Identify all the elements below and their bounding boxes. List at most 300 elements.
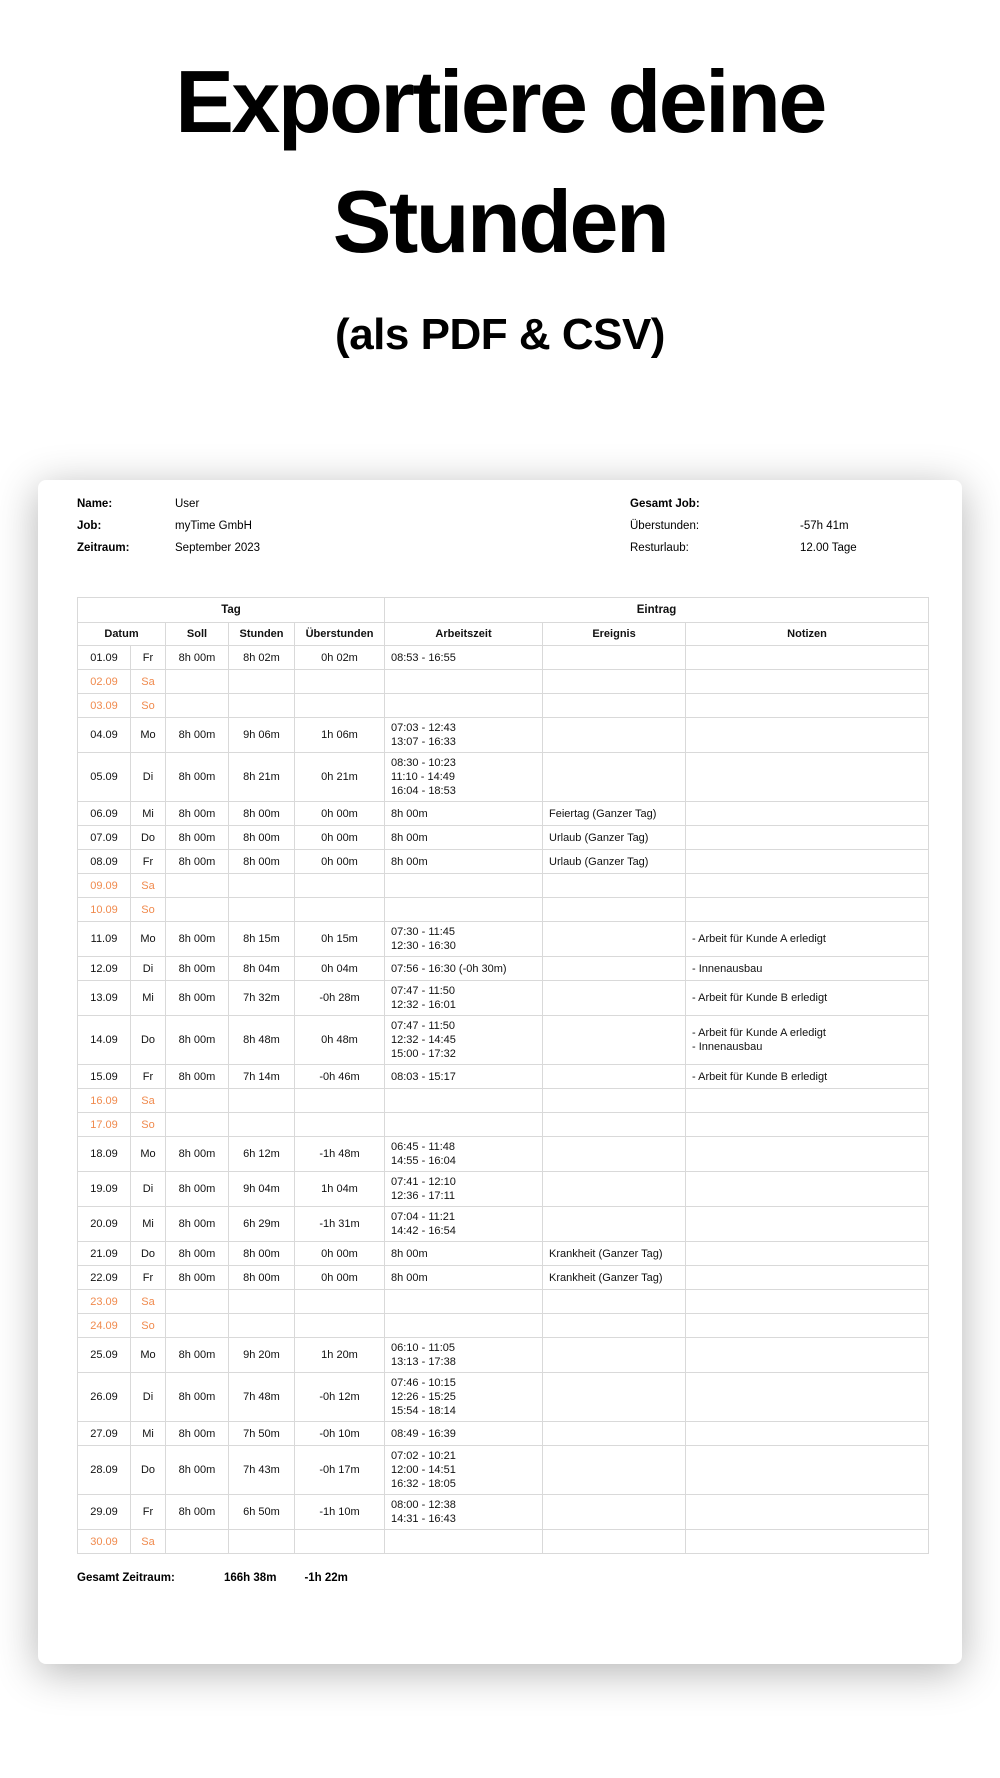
cell-ueberstunden: [295, 694, 385, 718]
cell-stunden: [229, 1089, 295, 1113]
report-info: [77, 498, 927, 555]
cell-soll: 8h 00m: [166, 1422, 229, 1446]
cell-wochentag: Mi: [131, 1207, 166, 1242]
cell-ueberstunden: -0h 12m: [295, 1373, 385, 1422]
cell-soll: 8h 00m: [166, 1338, 229, 1373]
cell-ueberstunden: 0h 00m: [295, 850, 385, 874]
cell-stunden: 7h 43m: [229, 1446, 295, 1495]
cell-ereignis: [543, 1530, 686, 1554]
timesheet-row: [78, 802, 929, 826]
cell-stunden: 8h 00m: [229, 1266, 295, 1290]
cell-datum: 06.09: [78, 802, 131, 826]
cell-wochentag: Fr: [131, 850, 166, 874]
cell-arbeitszeit: 07:47 - 11:50 12:32 - 14:45 15:00 - 17:32: [385, 1016, 543, 1065]
cell-notizen: [686, 694, 929, 718]
cell-stunden: 8h 00m: [229, 1242, 295, 1266]
cell-notizen: [686, 1446, 929, 1495]
cell-wochentag: Mi: [131, 802, 166, 826]
cell-arbeitszeit: 07:04 - 11:21 14:42 - 16:54: [385, 1207, 543, 1242]
cell-arbeitszeit: 8h 00m: [385, 1266, 543, 1290]
cell-datum: 30.09: [78, 1530, 131, 1554]
column-header-row: [78, 623, 929, 646]
cell-notizen: - Arbeit für Kunde B erledigt: [686, 1065, 929, 1089]
timesheet-row: [78, 718, 929, 753]
timesheet-row: [78, 646, 929, 670]
cell-datum: 16.09: [78, 1089, 131, 1113]
cell-stunden: [229, 898, 295, 922]
cell-stunden: [229, 670, 295, 694]
cell-notizen: [686, 1266, 929, 1290]
cell-wochentag: Mo: [131, 1137, 166, 1172]
cell-stunden: 8h 02m: [229, 646, 295, 670]
column-header-arbeitszeit: Arbeitszeit: [385, 623, 543, 646]
cell-stunden: 8h 00m: [229, 850, 295, 874]
cell-datum: 26.09: [78, 1373, 131, 1422]
cell-stunden: 8h 04m: [229, 957, 295, 981]
name-label: Name:: [77, 498, 113, 510]
cell-ereignis: Urlaub (Ganzer Tag): [543, 850, 686, 874]
cell-notizen: [686, 1207, 929, 1242]
cell-datum: 12.09: [78, 957, 131, 981]
zeitraum-label: Zeitraum:: [77, 542, 130, 554]
cell-datum: 05.09: [78, 753, 131, 802]
timesheet-row: [78, 1016, 929, 1065]
cell-notizen: - Arbeit für Kunde A erledigt: [686, 922, 929, 957]
cell-stunden: 9h 06m: [229, 718, 295, 753]
cell-ueberstunden: 1h 06m: [295, 718, 385, 753]
name-value: User: [175, 498, 200, 510]
column-header-notizen: Notizen: [686, 623, 929, 646]
cell-notizen: [686, 670, 929, 694]
timesheet-row: [78, 850, 929, 874]
summary-overtime: -1h 22m: [304, 1572, 348, 1584]
cell-datum: 08.09: [78, 850, 131, 874]
cell-stunden: 6h 12m: [229, 1137, 295, 1172]
timesheet-row: [78, 1446, 929, 1495]
cell-datum: 01.09: [78, 646, 131, 670]
cell-ereignis: [543, 1290, 686, 1314]
cell-datum: 14.09: [78, 1016, 131, 1065]
cell-soll: [166, 1290, 229, 1314]
cell-wochentag: Do: [131, 1242, 166, 1266]
cell-datum: 21.09: [78, 1242, 131, 1266]
cell-arbeitszeit: 08:00 - 12:38 14:31 - 16:43: [385, 1495, 543, 1530]
timesheet-row: [78, 981, 929, 1016]
cell-ereignis: [543, 1016, 686, 1065]
cell-notizen: [686, 646, 929, 670]
cell-ueberstunden: 1h 04m: [295, 1172, 385, 1207]
cell-wochentag: Mo: [131, 1338, 166, 1373]
cell-ereignis: Krankheit (Ganzer Tag): [543, 1266, 686, 1290]
cell-ueberstunden: [295, 670, 385, 694]
cell-ueberstunden: [295, 874, 385, 898]
cell-soll: [166, 670, 229, 694]
timesheet-row: [78, 1065, 929, 1089]
cell-datum: 23.09: [78, 1290, 131, 1314]
cell-soll: 8h 00m: [166, 1172, 229, 1207]
cell-ereignis: [543, 1172, 686, 1207]
cell-arbeitszeit: [385, 1089, 543, 1113]
cell-ueberstunden: -1h 10m: [295, 1495, 385, 1530]
cell-arbeitszeit: 07:56 - 16:30 (-0h 30m): [385, 957, 543, 981]
cell-soll: 8h 00m: [166, 1242, 229, 1266]
cell-soll: 8h 00m: [166, 1065, 229, 1089]
cell-soll: 8h 00m: [166, 802, 229, 826]
cell-notizen: [686, 1242, 929, 1266]
cell-notizen: [686, 1089, 929, 1113]
cell-ueberstunden: -0h 28m: [295, 981, 385, 1016]
cell-wochentag: Di: [131, 1373, 166, 1422]
timesheet-row: [78, 957, 929, 981]
cell-notizen: [686, 1113, 929, 1137]
cell-ereignis: [543, 646, 686, 670]
cell-notizen: [686, 753, 929, 802]
cell-stunden: 8h 00m: [229, 802, 295, 826]
cell-ereignis: Feiertag (Ganzer Tag): [543, 802, 686, 826]
cell-datum: 13.09: [78, 981, 131, 1016]
timesheet-row: [78, 1530, 929, 1554]
cell-arbeitszeit: [385, 1314, 543, 1338]
cell-ueberstunden: 0h 15m: [295, 922, 385, 957]
cell-stunden: 8h 00m: [229, 826, 295, 850]
cell-arbeitszeit: 8h 00m: [385, 850, 543, 874]
cell-ueberstunden: -1h 31m: [295, 1207, 385, 1242]
cell-datum: 15.09: [78, 1065, 131, 1089]
timesheet-row: [78, 1242, 929, 1266]
cell-ueberstunden: 0h 21m: [295, 753, 385, 802]
cell-arbeitszeit: 8h 00m: [385, 826, 543, 850]
cell-wochentag: Sa: [131, 1530, 166, 1554]
page-subtitle: (als PDF & CSV): [335, 310, 665, 359]
cell-notizen: [686, 1495, 929, 1530]
cell-arbeitszeit: 8h 00m: [385, 802, 543, 826]
cell-wochentag: Do: [131, 826, 166, 850]
cell-soll: 8h 00m: [166, 1266, 229, 1290]
cell-stunden: [229, 1113, 295, 1137]
cell-ereignis: [543, 753, 686, 802]
cell-datum: 18.09: [78, 1137, 131, 1172]
cell-ereignis: [543, 1495, 686, 1530]
cell-wochentag: Fr: [131, 1266, 166, 1290]
cell-soll: 8h 00m: [166, 1495, 229, 1530]
cell-stunden: [229, 1314, 295, 1338]
cell-notizen: [686, 1422, 929, 1446]
pdf-report-card: [38, 480, 962, 1664]
timesheet-row: [78, 1089, 929, 1113]
cell-stunden: 7h 32m: [229, 981, 295, 1016]
cell-wochentag: Sa: [131, 874, 166, 898]
gesamt-job-heading: Gesamt Job:: [630, 498, 700, 510]
cell-soll: [166, 1314, 229, 1338]
timesheet-row: [78, 670, 929, 694]
cell-ueberstunden: [295, 1290, 385, 1314]
cell-ueberstunden: 0h 00m: [295, 1242, 385, 1266]
cell-ereignis: Urlaub (Ganzer Tag): [543, 826, 686, 850]
timesheet-row: [78, 922, 929, 957]
cell-stunden: 7h 14m: [229, 1065, 295, 1089]
cell-notizen: [686, 718, 929, 753]
cell-wochentag: Fr: [131, 646, 166, 670]
cell-ereignis: [543, 694, 686, 718]
cell-wochentag: Sa: [131, 1089, 166, 1113]
cell-soll: 8h 00m: [166, 718, 229, 753]
cell-datum: 24.09: [78, 1314, 131, 1338]
timesheet-table: [77, 597, 929, 1554]
cell-wochentag: Mi: [131, 1422, 166, 1446]
cell-wochentag: Fr: [131, 1495, 166, 1530]
cell-stunden: 8h 48m: [229, 1016, 295, 1065]
cell-soll: 8h 00m: [166, 1137, 229, 1172]
cell-ueberstunden: 0h 00m: [295, 826, 385, 850]
job-label: Job:: [77, 520, 102, 532]
cell-datum: 25.09: [78, 1338, 131, 1373]
cell-soll: [166, 1113, 229, 1137]
timesheet-row: [78, 874, 929, 898]
cell-wochentag: Fr: [131, 1065, 166, 1089]
cell-notizen: [686, 1290, 929, 1314]
cell-notizen: [686, 1137, 929, 1172]
cell-soll: 8h 00m: [166, 646, 229, 670]
cell-arbeitszeit: 07:30 - 11:45 12:30 - 16:30: [385, 922, 543, 957]
cell-ereignis: [543, 1422, 686, 1446]
cell-notizen: [686, 802, 929, 826]
cell-arbeitszeit: 8h 00m: [385, 1242, 543, 1266]
cell-datum: 28.09: [78, 1446, 131, 1495]
cell-ereignis: [543, 718, 686, 753]
cell-datum: 11.09: [78, 922, 131, 957]
info-row-ueberstunden: [630, 520, 857, 533]
timesheet-row: [78, 1207, 929, 1242]
timesheet-row: [78, 1422, 929, 1446]
cell-wochentag: Mi: [131, 981, 166, 1016]
cell-wochentag: Di: [131, 957, 166, 981]
cell-arbeitszeit: 08:49 - 16:39: [385, 1422, 543, 1446]
cell-soll: 8h 00m: [166, 850, 229, 874]
page-title-line2: Stunden: [332, 172, 668, 271]
cell-ueberstunden: -0h 17m: [295, 1446, 385, 1495]
cell-arbeitszeit: 07:46 - 10:15 12:26 - 15:25 15:54 - 18:14: [385, 1373, 543, 1422]
cell-soll: [166, 1089, 229, 1113]
cell-stunden: 7h 50m: [229, 1422, 295, 1446]
cell-arbeitszeit: 08:03 - 15:17: [385, 1065, 543, 1089]
cell-stunden: 8h 15m: [229, 922, 295, 957]
cell-stunden: [229, 694, 295, 718]
cell-soll: 8h 00m: [166, 1207, 229, 1242]
timesheet-row: [78, 1314, 929, 1338]
timesheet-row: [78, 1113, 929, 1137]
cell-soll: 8h 00m: [166, 1016, 229, 1065]
page-title-line1: Exportiere deine: [175, 52, 825, 151]
group-header-eintrag: Eintrag: [385, 598, 929, 623]
cell-ereignis: [543, 1089, 686, 1113]
hero-section: [0, 0, 1000, 362]
cell-soll: 8h 00m: [166, 981, 229, 1016]
cell-arbeitszeit: 06:10 - 11:05 13:13 - 17:38: [385, 1338, 543, 1373]
cell-ueberstunden: -0h 46m: [295, 1065, 385, 1089]
cell-arbeitszeit: [385, 1530, 543, 1554]
cell-arbeitszeit: 07:03 - 12:43 13:07 - 16:33: [385, 718, 543, 753]
cell-ueberstunden: 0h 00m: [295, 1266, 385, 1290]
cell-arbeitszeit: 08:30 - 10:23 11:10 - 14:49 16:04 - 18:53: [385, 753, 543, 802]
cell-datum: 19.09: [78, 1172, 131, 1207]
cell-arbeitszeit: [385, 898, 543, 922]
cell-stunden: 6h 50m: [229, 1495, 295, 1530]
cell-wochentag: So: [131, 898, 166, 922]
cell-notizen: [686, 898, 929, 922]
cell-arbeitszeit: 06:45 - 11:48 14:55 - 16:04: [385, 1137, 543, 1172]
cell-soll: [166, 898, 229, 922]
cell-ueberstunden: [295, 898, 385, 922]
cell-ueberstunden: [295, 1314, 385, 1338]
column-header-stunden: Stunden: [229, 623, 295, 646]
cell-notizen: - Arbeit für Kunde A erledigt - Innenausbau: [686, 1016, 929, 1065]
cell-ueberstunden: 1h 20m: [295, 1338, 385, 1373]
timesheet-row: [78, 1266, 929, 1290]
cell-ereignis: [543, 898, 686, 922]
cell-notizen: [686, 1530, 929, 1554]
cell-wochentag: Do: [131, 1446, 166, 1495]
resturlaub-value: 12.00 Tage: [800, 542, 857, 554]
timesheet-row: [78, 1290, 929, 1314]
cell-ueberstunden: 0h 02m: [295, 646, 385, 670]
cell-ueberstunden: -1h 48m: [295, 1137, 385, 1172]
cell-arbeitszeit: 07:02 - 10:21 12:00 - 14:51 16:32 - 18:05: [385, 1446, 543, 1495]
cell-datum: 27.09: [78, 1422, 131, 1446]
period-summary: [77, 1572, 927, 1584]
cell-stunden: 6h 29m: [229, 1207, 295, 1242]
cell-ueberstunden: 0h 48m: [295, 1016, 385, 1065]
column-header-ereignis: Ereignis: [543, 623, 686, 646]
cell-notizen: [686, 826, 929, 850]
cell-stunden: 8h 21m: [229, 753, 295, 802]
column-header-datum: Datum: [78, 623, 166, 646]
cell-ereignis: [543, 922, 686, 957]
cell-wochentag: Sa: [131, 1290, 166, 1314]
cell-notizen: [686, 1373, 929, 1422]
cell-stunden: 7h 48m: [229, 1373, 295, 1422]
cell-soll: 8h 00m: [166, 1373, 229, 1422]
job-value: myTime GmbH: [175, 520, 252, 532]
cell-notizen: [686, 1172, 929, 1207]
cell-ereignis: [543, 981, 686, 1016]
cell-arbeitszeit: [385, 670, 543, 694]
cell-datum: 03.09: [78, 694, 131, 718]
cell-notizen: - Innenausbau: [686, 957, 929, 981]
cell-datum: 10.09: [78, 898, 131, 922]
cell-stunden: [229, 1290, 295, 1314]
column-header-soll: Soll: [166, 623, 229, 646]
resturlaub-label: Resturlaub:: [630, 542, 689, 554]
cell-arbeitszeit: 07:41 - 12:10 12:36 - 17:11: [385, 1172, 543, 1207]
zeitraum-value: September 2023: [175, 542, 261, 554]
cell-arbeitszeit: 08:53 - 16:55: [385, 646, 543, 670]
summary-hours: 166h 38m: [224, 1572, 277, 1584]
group-header-tag: Tag: [78, 598, 385, 623]
cell-wochentag: So: [131, 1113, 166, 1137]
cell-notizen: [686, 850, 929, 874]
cell-wochentag: Di: [131, 1172, 166, 1207]
timesheet-row: [78, 1137, 929, 1172]
timesheet-row: [78, 1172, 929, 1207]
cell-notizen: [686, 1314, 929, 1338]
cell-ueberstunden: [295, 1530, 385, 1554]
cell-ereignis: [543, 1373, 686, 1422]
cell-ereignis: [543, 874, 686, 898]
cell-ereignis: [543, 1446, 686, 1495]
info-row-resturlaub: [630, 542, 857, 555]
cell-soll: 8h 00m: [166, 922, 229, 957]
cell-wochentag: Sa: [131, 670, 166, 694]
timesheet-row: [78, 826, 929, 850]
timesheet-row: [78, 1495, 929, 1530]
cell-ereignis: [543, 1314, 686, 1338]
cell-soll: 8h 00m: [166, 753, 229, 802]
cell-arbeitszeit: 07:47 - 11:50 12:32 - 16:01: [385, 981, 543, 1016]
cell-wochentag: Do: [131, 1016, 166, 1065]
cell-soll: 8h 00m: [166, 957, 229, 981]
cell-wochentag: Mo: [131, 922, 166, 957]
cell-arbeitszeit: [385, 694, 543, 718]
cell-wochentag: So: [131, 1314, 166, 1338]
timesheet-row: [78, 898, 929, 922]
cell-ueberstunden: 0h 04m: [295, 957, 385, 981]
cell-datum: 20.09: [78, 1207, 131, 1242]
cell-wochentag: Mo: [131, 718, 166, 753]
cell-arbeitszeit: [385, 1113, 543, 1137]
cell-datum: 17.09: [78, 1113, 131, 1137]
cell-arbeitszeit: [385, 874, 543, 898]
cell-soll: [166, 694, 229, 718]
cell-ueberstunden: -0h 10m: [295, 1422, 385, 1446]
cell-stunden: 9h 20m: [229, 1338, 295, 1373]
report-info-right: [630, 498, 857, 564]
cell-arbeitszeit: [385, 1290, 543, 1314]
cell-ueberstunden: 0h 00m: [295, 802, 385, 826]
cell-ueberstunden: [295, 1113, 385, 1137]
cell-ereignis: [543, 1137, 686, 1172]
cell-stunden: 9h 04m: [229, 1172, 295, 1207]
ueberstunden-label: Überstunden:: [630, 520, 700, 532]
cell-wochentag: So: [131, 694, 166, 718]
cell-datum: 29.09: [78, 1495, 131, 1530]
ueberstunden-value: -57h 41m: [800, 520, 849, 532]
cell-stunden: [229, 874, 295, 898]
cell-notizen: [686, 874, 929, 898]
column-header-ueberstunden: Überstunden: [295, 623, 385, 646]
cell-ereignis: [543, 1338, 686, 1373]
cell-ereignis: [543, 1113, 686, 1137]
group-header-row: [78, 598, 929, 623]
cell-datum: 04.09: [78, 718, 131, 753]
timesheet-row: [78, 1338, 929, 1373]
cell-wochentag: Di: [131, 753, 166, 802]
cell-notizen: [686, 1338, 929, 1373]
summary-label: Gesamt Zeitraum:: [77, 1572, 175, 1584]
cell-soll: 8h 00m: [166, 1446, 229, 1495]
cell-datum: 22.09: [78, 1266, 131, 1290]
cell-soll: 8h 00m: [166, 826, 229, 850]
cell-soll: [166, 874, 229, 898]
timesheet-row: [78, 1373, 929, 1422]
cell-notizen: - Arbeit für Kunde B erledigt: [686, 981, 929, 1016]
cell-ereignis: Krankheit (Ganzer Tag): [543, 1242, 686, 1266]
timesheet-row: [78, 753, 929, 802]
cell-ereignis: [543, 957, 686, 981]
cell-stunden: [229, 1530, 295, 1554]
cell-datum: 02.09: [78, 670, 131, 694]
cell-ereignis: [543, 670, 686, 694]
cell-ueberstunden: [295, 1089, 385, 1113]
